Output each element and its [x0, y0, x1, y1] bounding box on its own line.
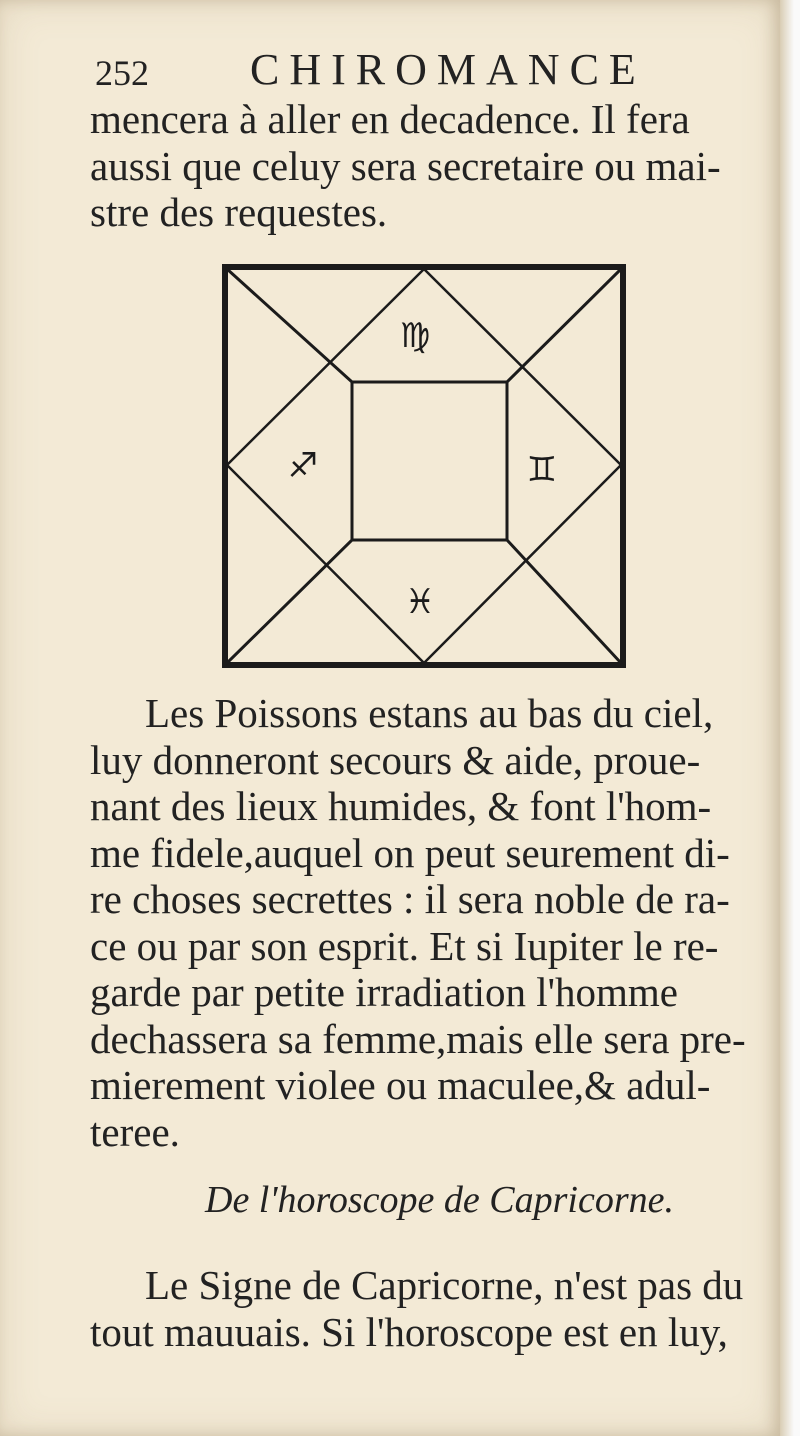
text-line: Le Signe de Capricorne, n'est pas du: [145, 1262, 744, 1308]
paragraph-capricorn: [90, 1262, 770, 1355]
running-title: CHIROMANCE: [250, 45, 646, 94]
text-line: tout mauuais. Si l'horoscope est en luy,: [90, 1308, 728, 1355]
text-line: aussi que celuy sera secretaire ou mai-: [90, 142, 721, 189]
text-line: mierement violee ou maculee,& adul-: [90, 1062, 711, 1108]
text-line: dechassera sa femme,mais elle sera pre-: [90, 1015, 746, 1062]
text-line: teree.: [90, 1108, 180, 1155]
sagittarius-sign: ♐: [287, 446, 319, 486]
page-number: 252: [95, 53, 149, 93]
diagonal-bottom-right: [507, 540, 621, 663]
text-line: nant des lieux humides, & font l'hom-: [90, 783, 712, 829]
horoscope-diagram-svg: [215, 255, 635, 680]
paragraph-pisces: [90, 690, 770, 1155]
inner-square: [352, 382, 507, 540]
diagonal-top-left: [227, 269, 352, 382]
diagonal-bottom-left: [227, 540, 352, 663]
text-line: stre des requestes.: [90, 189, 388, 235]
pisces-sign: ♓: [404, 582, 436, 622]
text-line: luy donneront secours & aide, proue-: [90, 736, 701, 783]
paragraph-continuation: [90, 96, 770, 236]
text-line: garde par petite irradiation l'homme: [90, 969, 678, 1015]
text-line: ce ou par son esprit. Et si Iupiter le re-: [90, 922, 719, 969]
text-line: mencera à aller en decadence. Il fera: [90, 96, 690, 142]
virgo-sign: ♍: [399, 316, 431, 356]
page-edge: [780, 0, 800, 1436]
text-line: re choses secrettes : il sera noble de ra-: [90, 876, 730, 922]
horoscope-diagram: [215, 255, 635, 680]
gemini-sign: ♊: [526, 450, 558, 490]
diagonal-top-right: [507, 269, 621, 382]
text-line: Les Poissons estans au bas du ciel,: [145, 690, 714, 736]
text-line: me fidele,auquel on peut seurement di-: [90, 829, 730, 876]
page-header: [95, 40, 655, 100]
section-heading: De l'horoscope de Capricorne.: [205, 1179, 674, 1221]
